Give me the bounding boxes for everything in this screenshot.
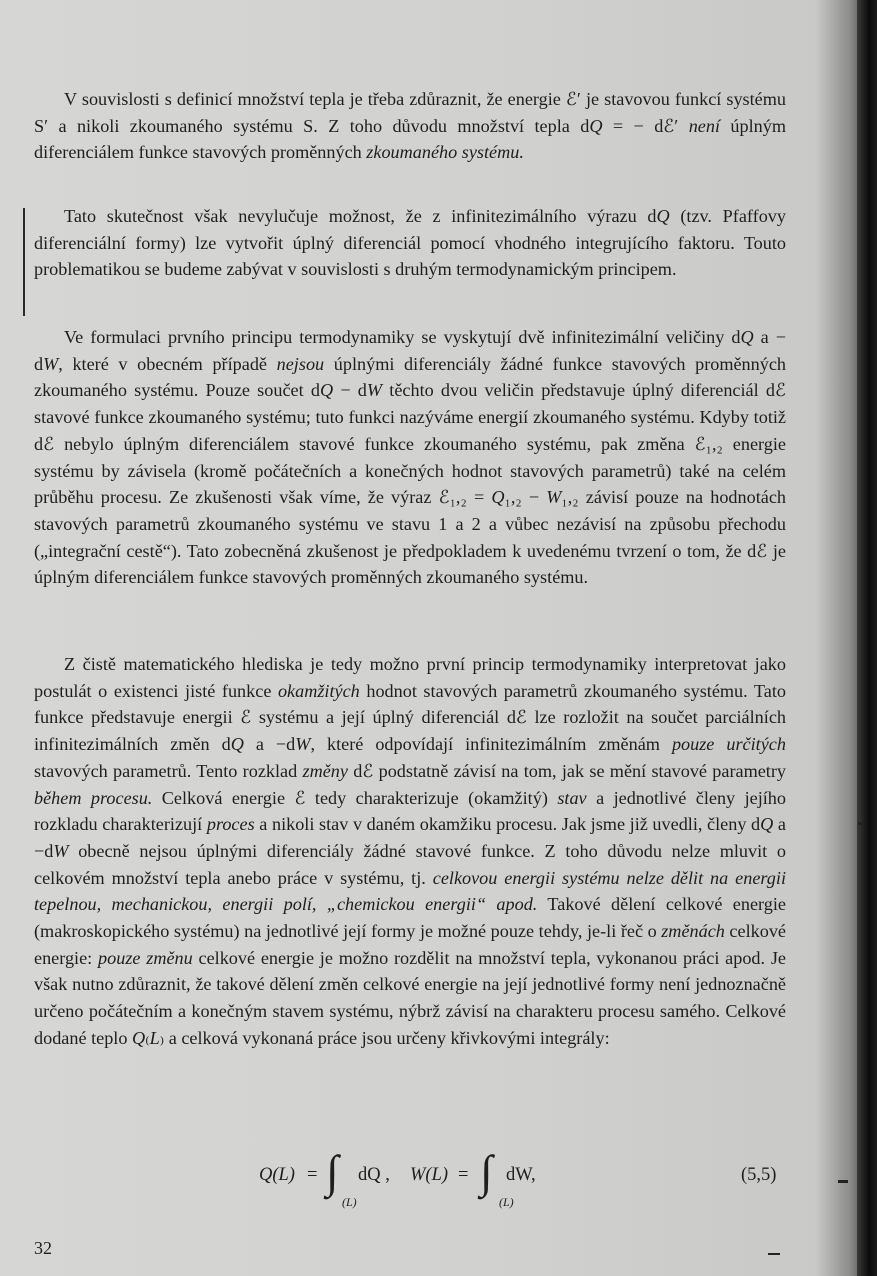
italic-run: W [295,734,311,755]
equation-5-5 [0,1146,877,1215]
text-run: a − d [34,327,786,374]
edge-mark [768,1253,780,1255]
text-run: a jednotlivé členy jejího rozkladu charakterizují [34,787,786,835]
text-run: V souvislosti s definicí množství tepla je třeba zdůraznit, že energie ℰ′ je stavovou funkcí systému S′ a nikoli zkoumaného systému S. Z toho důvodu množství tepla d [34,89,786,136]
paragraph-1-text [34,86,786,166]
integral-sign-1: ∫ [326,1146,339,1197]
paragraph-3-text [34,324,786,591]
equation-lhs-heat: Q(L) [259,1165,295,1185]
text-run: − d [333,380,367,401]
edge-mark [858,822,864,825]
equation-dw: dW, [506,1165,536,1185]
text-run: Tato skutečnost však nevylučuje možnost, že z infinitezimálního výrazu d [64,206,657,226]
text-run: ₁,₂ − [504,487,547,508]
text-run: celkové energie je možno rozdělit na množství tepla, vykonanou práci apod. Je však nutno zdůraznit, že takové dělení změn celkové energie na její jednotlivé formy není jednoznačně určeno počátečním a konečným stavem systému, nýbrž závisí na charakteru procesu samého. Celkové dodané teplo [34,947,786,1048]
paragraph-4-text [34,651,786,1052]
integral-subscript-1: (L) [342,1195,357,1209]
paragraph-3 [34,324,786,591]
text-run: = − dℰ′ [602,115,689,136]
italic-run: proces [206,814,255,835]
italic-run: nejsou [276,353,325,374]
text-run: ₁,₂ závisí pouze na hodnotách stavových parametrů zkoumaného systému ve stavu 1 a 2 a vůbec nezávisí na způsobu přechodu („integrační cestě“). Tato zobecněná zkušenost je předpokladem k uvedenému tvrzení o tom, že dℰ je úplným diferenciálem funkce stavových proměnných zkoumaného systému. [34,487,786,588]
equation-number: (5,5) [741,1165,777,1185]
text-run: ₎ a celková vykonaná práce jsou určeny křivkovými integrály: [159,1027,610,1048]
integral-subscript-2: (L) [499,1195,514,1209]
italic-run: Q [319,380,334,401]
italic-run: změny [302,760,348,781]
italic-run: L [149,1027,160,1048]
italic-run: pouze změnu [98,947,193,968]
text-run: a −d [243,734,296,755]
italic-run: změnách [661,921,725,942]
italic-run: stav [557,787,587,808]
text-run: (tzv. Pfaffovy diferenciální formy) lze vytvořit úplný diferenciál pomocí vhodného integrujícího faktoru. Touto problematikou se budeme zabývat v souvislosti s druhým termodynamickým principem. [34,206,786,280]
italic-run: Q [760,814,774,835]
text-run: Z čistě matematického hlediska je tedy možno první princip termodynamiky interpretovat jako postulát o existenci jisté funkce [34,654,786,701]
italic-run: Q [131,1027,146,1048]
italic-run: celkovou energii systému nelze dělit na energii tepelnou, mechanickou, energii polí, „chemickou energii“ apod. [34,867,786,915]
book-spine-shadow [857,0,877,1276]
text-run: hodnot stavových parametrů zkoumaného systému. Tato funkce představuje energii ℰ systému a její úplný diferenciál dℰ lze rozložit na součet parciálních infinitezimálních změn d [34,680,786,755]
italic-run: Q [491,487,505,508]
paragraph-2-text [34,203,786,283]
italic-run: W [546,487,562,508]
integral-sign-2: ∫ [480,1146,493,1197]
text-run: úplnými diferenciály žádné funkce stavových proměnných zkoumaného systému. Pouze součet d [34,353,787,401]
paragraph-4 [34,651,786,1052]
text-run: úplným diferenciálem funkce stavových proměnných [34,115,786,163]
equation-lhs-work: W(L) [410,1165,449,1185]
edge-mark [838,1180,848,1183]
text-run: celkové energie: [34,921,786,968]
italic-run: W [53,840,69,861]
paragraph-1 [34,86,786,166]
italic-run: Q [740,327,754,347]
italic-run: W [366,380,383,401]
paragraph-2 [34,203,786,283]
italic-run: není [688,115,721,136]
italic-run: Q [589,115,603,136]
italic-run: okamžitých [277,680,360,701]
text-run: , které odpovídají infinitezimálním změnám [310,734,672,755]
italic-run: pouze určitých [671,734,786,755]
text-run: , které v obecném případě [58,353,277,374]
text-run: a nikoli stav v daném okamžiku procesu. Jak jsme již uvedli, členy d [254,814,761,835]
italic-run: během procesu. [34,787,153,808]
text-run: obecně nejsou úplnými diferenciály žádné stavové funkce. Z toho důvodu nelze mluvit o celkovém množství tepla anebo práce v systému, tj. [34,840,786,888]
equation-equals-1: = [307,1165,318,1185]
text-run: a −d [34,814,786,861]
text-run: těchto dvou veličin představuje úplný diferenciál dℰ stavové funkce zkoumaného systému; tuto funkci nazýváme energií zkoumaného systému. Kdyby totiž dℰ nebylo úplným diferenciálem stavové funkce zkoumaného systému, pak změna ℰ₁,₂ energie systému by závisela (kromě počátečních a konečných hodnot stavových parametrů) také na celém průběhu procesu. Ze zkušenosti však víme, že výraz ℰ₁,₂ = [34,380,786,508]
text-run: Takové dělení celkové energie (makroskopického systému) na jednotlivé její formy je možné pouze tehdy, je-li řeč o [34,894,786,942]
page-number: 32 [34,1238,52,1258]
text-run: dℰ podstatně závisí na tom, jak se mění stavové parametry [347,760,787,781]
equation-equals-2: = [458,1165,469,1185]
text-run: ₍ [145,1027,150,1048]
italic-run: W [43,353,59,374]
italic-run: Q [656,206,670,226]
margin-bar [23,208,25,316]
equation-dq: dQ , [358,1165,390,1185]
italic-run: Q [230,734,244,755]
italic-run: zkoumaného systému. [366,142,524,163]
text-run: Celková energie ℰ tedy charakterizuje (okamžitý) [152,787,558,808]
text-run: stavových parametrů. Tento rozklad [34,760,303,781]
text-run: Ve formulaci prvního principu termodynamiky se vyskytují dvě infinitezimální veličiny d [64,327,741,347]
